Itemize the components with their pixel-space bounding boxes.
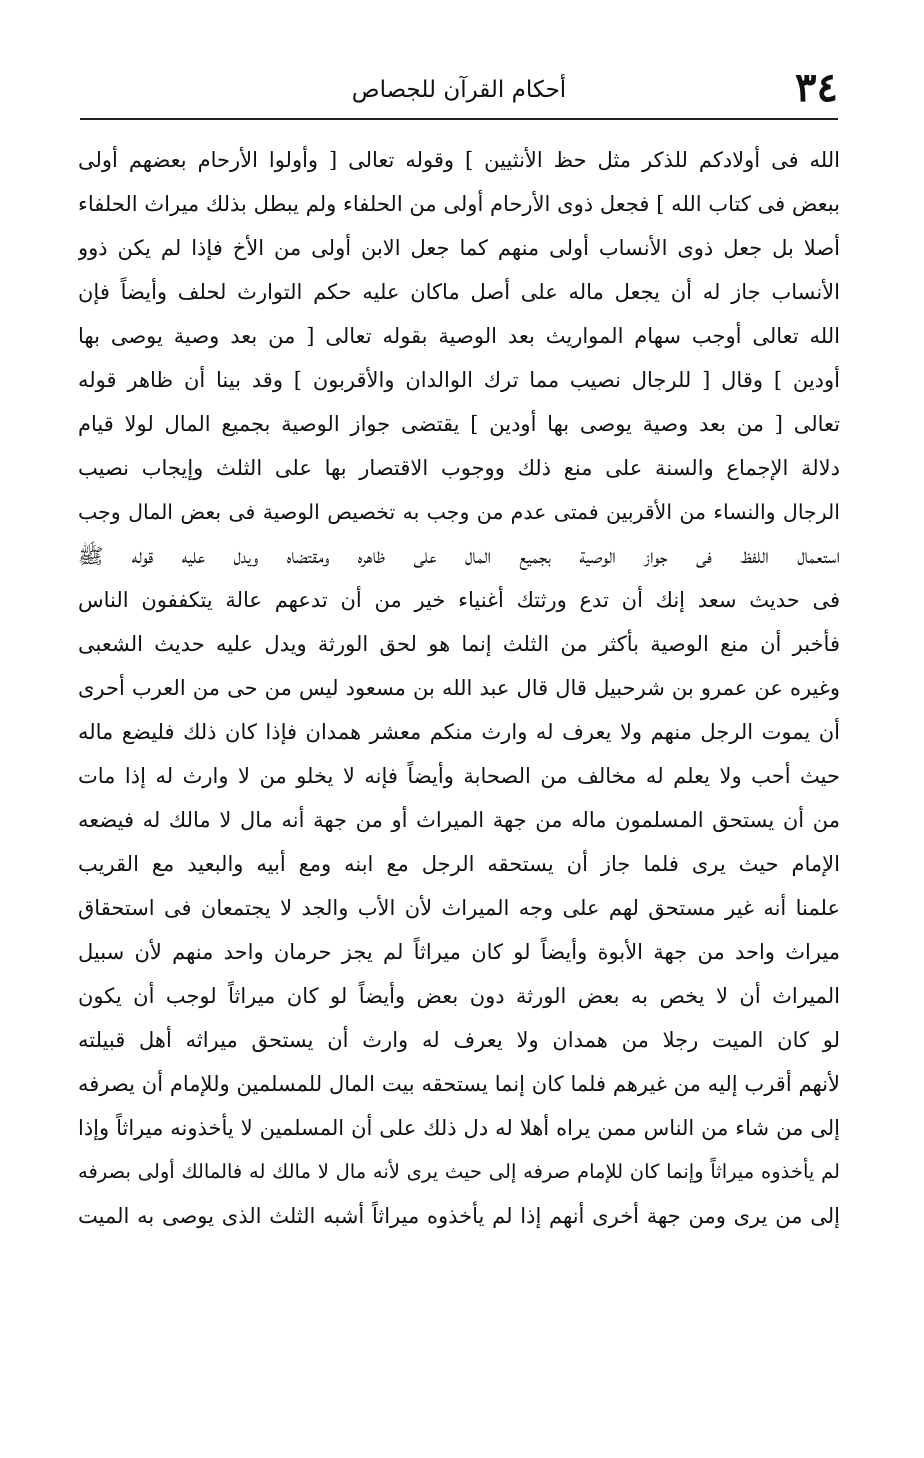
text-line: الرجال والنساء من الأقربين فمتى عدم من وجب به تخصيص الوصية فى بعض المال وجب [78,500,840,524]
text-line: تعالى [ من بعد وصية يوصى بها أودين ] يقتضى جواز الوصية بجميع المال لولا قيام [78,412,840,436]
page-header [80,60,838,120]
text-line: لأنهم أقرب إليه من غيرهم فلما كان إنما يستحقه بيت المال للمسلمين وللإمام أن يصرفه [78,1072,840,1096]
text-line: وغيره عن عمرو بن شرحبيل قال قال عبد الله بن مسعود ليس من حى من العرب أحرى [78,676,840,700]
text-line: فأخبر أن منع الوصية بأكثر من الثلث إنما هو لحق الورثة ويدل عليه حديث الشعبى [78,632,840,656]
text-line: أودين ] وقال [ للرجال نصيب مما ترك الوالدان والأقربون ] وقد بينا أن ظاهر قوله [78,368,840,392]
text-line: أصلا بل جعل ذوى الأنساب أولى منهم كما جعل الابن أولى من الأخ فإذا لم يكن ذوو [78,236,840,260]
text-line: الميراث أن لا يخص به بعض الورثة دون بعض وأيضاً لو كان ميراثاً لوجب أن يكون [78,984,840,1008]
running-title: أحكام القرآن للجصاص [351,77,567,103]
text-line: لم يأخذوه ميراثاً وإنما كان للإمام صرفه إلى حيث يرى لأنه مال لا مالك له فالمالك أولى بصرفه [78,1160,840,1183]
text-line: الأنساب جاز له أن يجعل ماله على أصل ماكان عليه حكم التوارث لحلف وأيضاً فإن [78,280,840,304]
text-line: ببعض فى كتاب الله ] فجعل ذوى الأرحام أولى من الحلفاء ولم يبطل بذلك ميراث الحلفاء [78,192,840,216]
header-divider [80,118,838,120]
text-line: ميراث واحد من جهة الأبوة وأيضاً لو كان ميراثاً لم يجز حرمان واحد منهم لأن سبيل [78,940,840,964]
text-line: فى حديث سعد إنك أن تدع ورثتك أغنياء خير من أن تدعهم عالة يتكففون الناس [78,588,840,612]
text-line: إلى من يرى ومن جهة أخرى أنهم إذا لم يأخذوه ميراثاً أشبه الثلث الذى يوصى به الميت [78,1204,840,1228]
text-line: الله تعالى أوجب سهام المواريث بعد الوصية بقوله تعالى [ من بعد وصية يوصى بها [78,324,840,348]
text-line: استعمال اللفظ فى جواز الوصية بجميع المال على ظاهره ومقتضاه ويدل عليه قوله ﷺ [78,544,840,568]
text-line: أن يموت الرجل منهم ولا يعرف له وارث منكم معشر همدان فإذا كان ذلك فليضع ماله [78,720,840,744]
text-line: الله فى أولادكم للذكر مثل حظ الأنثيين ] وقوله تعالى [ وأولوا الأرحام بعضهم أولى [78,148,840,172]
text-line: إلى من شاء من الناس ممن يراه أهلا له دل ذلك على أن المسلمين لا يأخذونه ميراثاً وإذا [78,1116,840,1140]
page-number: ٣٤ [795,64,838,111]
text-line: علمنا أنه غير مستحق لهم على وجه الميراث لأن الأب والجد لا يجتمعان فى استحقاق [78,896,840,920]
text-line: حيث أحب ولا يعلم له مخالف من الصحابة وأيضاً فإنه لا يخلو من لا وارث له إذا مات [78,764,840,788]
text-line: دلالة الإجماع والسنة على منع ذلك ووجوب الاقتصار بها على الثلث وإيجاب نصيب [78,456,840,480]
body-text [78,138,840,1238]
text-line: الإمام حيث يرى فلما جاز أن يستحقه الرجل مع ابنه ومع أبيه والبعيد مع القريب [78,852,840,876]
text-line: لو كان الميت رجلا من همدان ولا يعرف له وارث أن يستحق ميراثه أهل قبيلته [78,1028,840,1052]
text-line: من أن يستحق المسلمون ماله من جهة الميراث أو من جهة أنه مال لا مالك له فيضعه [78,808,840,832]
